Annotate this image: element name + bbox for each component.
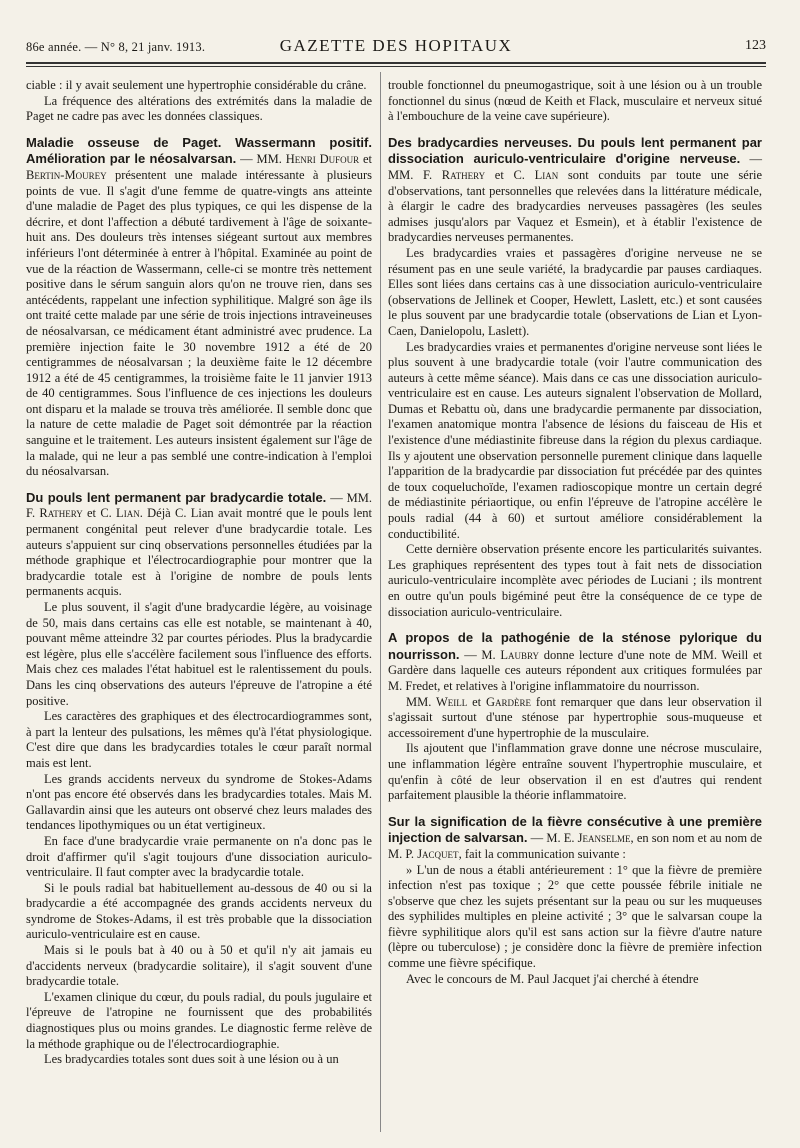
section-bradycardies-nerveuses: Des bradycardies nerveuses. Du pouls lent permanent par dissociation auriculo-ventriculaire d'origine nerveuse. — MM. F. Rathery et C. Lian sont conduits par toute une série d'observations, tant personnelles que relevées dans la littérature médicale, à élargir le cadre des bradycardies nerveuses passagères (les seules admises jusqu'alors par Vaquez et Esmein), et à établir l'existence de bradycardies nerveuses permanentes. Les bradycardies vraies et passagères d'origine nerveuse ne se résument pas en une seule variété, la bradycardie par pauses cardiaques. Elles sont liées dans certains cas à une dissociation auriculo-ventriculaire (observations de Jellinek et Cooper, Hewlett, Laslett, etc.) et sont causées le plus souvent par une bradycardie totale (observations de Lian et Lyon-Caen, Danielopolu, Laslett). Les bradycardies vraies et permanentes d'origine nerveuse sont liées le plus souvent à une bradycardie totale (voir l'autre communication des auteurs à cette même séance). Mais dans ce cas une dissociation auriculo-ventriculaire est en cause. Les auteurs signalent l'observation de Mollard, Dumas et Rebattu où, dans une bradycardie permanente par dissociation, l'examen anatomique montra l'absence de lésions du faisceau de His et l'existence d'une médiastinite fibreuse dans la région du plexus cardiaque. Ils y ajoutent une observation personnelle purement clinique dans laquelle l'apparition de la bradycardie par dissociation fut précédée par des quintes de toux coqueluchoïde, l'examen radioscopique montre un certain degré de médiastinite périaortique, ou enfin l'épreuve de l'atropine accélère le pouls radial (44 à 60) et surtout améliore considérablement la conductibilité. Cette dernière observation présente encore les particularités suivantes. Les graphiques représentent des types tout à fait nets de dissociation auriculo-ventriculaire incomplète avec périodes de Luciani ; ils montrent en outre qu'un pouls bigéminé peut être la conséquence de ce type de dissociation auriculo-ventriculaire. [388, 134, 763, 619]
paragraph: trouble fonctionnel du pneumogastrique, soit à une lésion ou à un trouble fonctionnel du sinus (nœud de Keith et Flack, musculaire et nerveux situé à l'embouchure de la veine cave supérieure). [388, 78, 762, 124]
paragraph: Le plus souvent, il s'agit d'une bradycardie légère, au voisinage de 50, mais dans certains cas elle est notable, se maintenant à 40, pouvant même atteindre 32 par courtes périodes. Plus la bradycardie est légère, plus elle s'accélère facilement sous l'influence des efforts. Mais chez ces malades l'état habituel est le ralentissement du pouls. Dans les cinq observations des auteurs l'épreuve de l'atropine a été positive. [26, 600, 372, 708]
paragraph: En face d'une bradycardie vraie permanente on n'a donc pas le droit d'affirmer qu'il s'agit toujours d'une dissociation auriculo-ventriculaire. Il faut compter avec la bradycardie totale. [26, 833, 372, 880]
section-title: Sur la signification de la fièvre consécutive à une première injection de salvarsan. [388, 813, 762, 846]
author: C. Lian [100, 506, 140, 521]
section-pouls-lent: Du pouls lent permanent par bradycardie totale. — MM. F. Rathery et C. Lian. Déjà C. Lian avait montré que le pouls lent permanent congénital peut relever d'une bradycardie totale. Les auteurs s'appuient sur cinq observations personnelles étudiées par la méthode graphique et l'électrocardiographie pour montrer que la bradycardie totale est à l'origine de nombre de pouls lents permanents acquis. Le plus souvent, il s'agit d'une bradycardie légère, au voisinage de 50, mais dans certains cas elle est notable, se maintenant à 40, pouvant même atteindre 32 par courtes périodes. Plus la bradycardie est légère, plus elle s'accélère facilement sous l'influence des efforts. Mais chez ces malades l'état habituel est le ralentissement du pouls. Dans les cinq observations des auteurs l'épreuve de l'atropine a été positive. Les caractères des graphiques et des électrocardiogrammes sont, à part la lenteur des pulsations, les mêmes qu'à l'état physiologique. C'est dire que dans les bradycardies totales le cœur paraît normal mais est lent. Les grands accidents nerveux du syndrome de Stokes-Adams n'ont pas encore été observés dans les bradycardies totales. Mais M. Gallavardin ainsi que les auteurs ont observé chez leurs malades des tendances lipothymiques ou un état vertigineux. En face d'une bradycardie vraie permanente on n'a donc pas le droit d'affirmer qu'il s'agit toujours d'une dissociation auriculo-ventriculaire. Il faut compter avec la bradycardie totale. Si le pouls radial bat habituellement au-dessous de 40 ou si la bradycardie a été accompagnée des grands accidents nerveux du syndrome de Stokes-Adams, il est très probable que la dissociation auriculo-ventriculaire est en cause. Mais si le pouls bat à 40 ou à 50 et qu'il n'y ait jamais eu d'accidents nerveux (bradycardie solitaire), il s'agit souvent d'une bradycardie totale. L'examen clinique du cœur, du pouls radial, du pouls jugulaire et l'épreuve de l'atropine ne fournissent que des probabilités diagnostiques plus ou moins grandes. Le diagnostic ferme relève de la méthode graphique ou de l'électrocardiographie. Les bradycardies totales sont dues soit à une lésion ou à un [26, 489, 372, 1067]
section-body: . Déjà C. Lian avait montré que le pouls lent permanent congénital peut relever d'une bradycardie totale. Les auteurs s'appuient sur cinq observations personnelles étudiées par la méthode graphique et l'électrocardiographie pour montrer que la bradycardie totale est à l'origine de nombre de pouls lents permanents acquis. [26, 506, 372, 599]
running-header [26, 36, 766, 56]
issue-line: 86e année. — N° 8, 21 janv. 1913. [26, 40, 206, 54]
paragraph: ciable : il y avait seulement une hypertrophie considérable du crâne. [26, 78, 367, 92]
paragraph: Avec le concours de M. Paul Jacquet j'ai cherché à étendre [406, 971, 699, 986]
section-title: Du pouls lent permanent par bradycardie totale. [26, 489, 327, 505]
section-paget: Maladie osseuse de Paget. Wassermann positif. Amélioration par le néosalvarsan. — MM. Henri Dufour et Bertin-Mourey présentent une malade intéressante à plusieurs points de vue. Il s'agit d'une femme de quatre-vingts ans atteinte d'une maladie de Paget des plus typiques, ce qui les dispense de la décrire, et dont l'affection a débuté tardivement à l'âge de soixante-huit ans. Des douleurs très intenses siégeant surtout aux membres inférieurs l'ont déterminée à entrer à l'hôpital. Examinée au point de vue de la réaction de Wassermann, celle-ci se montre très nettement positive dans le sérum sanguin alors qu'on ne trouve rien, dans ses antécédents, rappelant une infection syphilitique. Malgré son âge ils ont traité cette malade par une série de trois injections intraveineuses de néosalvarsan, ce médicament étant administré avec prudence. La première injection faite le 30 novembre 1912 a été de 20 centigrammes de néosalvarsan ; la deuxième faite le 12 décembre 1912 a été de 45 centigrammes, la troisième faite le 11 janvier 1913 de 40 centigrammes. Sous l'influence de ces injections les douleurs ont disparu et la malade se trouva très améliorée. Il semble donc que la nature de cette maladie de Paget soit démontrée par la réaction sanguine et le traitement. Les auteurs insistent également sur l'âge de la malade, qui ne leur a pas semblé une contre-indication à l'emploi du néosalvarsan. [26, 134, 373, 479]
paragraph: Si le pouls radial bat habituellement au-dessous de 40 ou si la bradycardie a été accompagnée des grands accidents nerveux du syndrome de Stokes-Adams, il est très probable que la dissociation auriculo-ventriculaire est en cause. [26, 880, 372, 942]
section-title: A propos de la pathogénie de la sténose pylorique du nourrisson. [388, 630, 762, 662]
section-stenose-pylorique: A propos de la pathogénie de la sténose pylorique du nourrisson. — M. Laubry donne lecture d'une note de MM. Weill et Gardère dans laquelle ces auteurs répondent aux critiques formulées par M. Fredet, et relatives à l'origine inflammatoire du nourrisson. MM. Weill et Gardère font remarquer que dans leur observation il s'agissait surtout d'une sténose par hypertrophie sous-muqueuse et accessoirement d'une hypertrophie de la musculaire. Ils ajoutent que l'inflammation grave donne une nécrose musculaire, une inflammation légère entraîne souvent l'hypertrophie musculaire, et qu'enfin à côté de leur observation il en est d'autres qui rendent parfaitement plausible la théorie inflammatoire. [388, 630, 763, 803]
section-body: sont conduits par toute une série d'observations, tant personnelles que relevées dans la littérature médicale, à élargir le cadre des bradycardies nerveuses passagères (les seules admises jusqu'alors par Vaquez et Esmein), et à établir l'existence de bradycardies nerveuses permanentes. [388, 167, 763, 245]
author: Bertin-Mourey [26, 167, 107, 182]
paragraph: La fréquence des altérations des extrémités dans la maladie de Paget ne cadre pas avec les données classiques. [26, 93, 372, 124]
paragraph: L'examen clinique du cœur, du pouls radial, du pouls jugulaire et l'épreuve de l'atropine ne fournissent que des probabilités diagnostiques plus ou moins grandes. Le diagnostic ferme relève de la méthode graphique ou de l'électrocardiographie. [26, 989, 372, 1051]
right-column [388, 78, 762, 987]
author: Laubry [500, 647, 540, 662]
author: Henri Dufour [285, 152, 360, 167]
paragraph: Les bradycardies vraies et permanentes d'origine nerveuse sont liées le plus souvent à une bradycardie totale (voir l'autre communication des auteurs à cette même séance). Mais dans ce cas une dissociation auriculo-ventriculaire est en cause. Les auteurs signalent l'observation de Mollard, Dumas et Rebattu où, dans une bradycardie permanente par dissociation, l'examen anatomique montra l'absence de lésions du faisceau de His et l'existence d'une médiastinite fibreuse dans la région du plexus cardiaque. Ils y ajoutent une observation personnelle purement clinique dans laquelle l'apparition de la bradycardie par dissociation fut précédée par des quintes de toux coqueluchoïde, l'examen radioscopique montre un certain degré de médiastinite périaortique, ou enfin l'épreuve de l'atropine accélère le pouls radial (44 à 60) et surtout améliore considérablement la conductibilité. [388, 339, 762, 541]
paragraph: Les caractères des graphiques et des électrocardiogrammes sont, à part la lenteur des pulsations, les mêmes qu'à l'état physiologique. C'est dire que dans les bradycardies totales le cœur paraît normal mais est lent. [26, 709, 372, 770]
author: MM. Weill [406, 694, 468, 709]
section-body: présentent une malade intéressante à plusieurs points de vue. Il s'agit d'une femme de quatre-vingts ans atteinte d'une maladie de Paget des plus typiques, ce qui les dispense de la décrire, et dont l'affection a débuté tardivement à l'âge de soixante-huit ans. Des douleurs très intenses siégeant surtout aux membres inférieurs l'ont déterminée à entrer à l'hôpital. Examinée au point de vue de la réaction de Wassermann, celle-ci se montre très nettement positive dans le sérum sanguin alors qu'on ne trouve rien, dans ses antécédents, rappelant une infection syphilitique. Malgré son âge ils ont traité cette malade par une série de trois injections intraveineuses de néosalvarsan, ce médicament étant administré avec prudence. La première injection faite le 30 novembre 1912 a été de 20 centigrammes de néosalvarsan ; la deuxième faite le 12 décembre 1912 a été de 45 centigrammes, la troisième faite le 11 janvier 1913 de 40 centigrammes. Sous l'influence de ces injections les douleurs ont disparu et la malade se trouva très améliorée. Il semble donc que la nature de cette maladie de Paget soit démontrée par la réaction sanguine et le traitement. Les auteurs insistent également sur l'âge de la malade, qui ne leur a pas semblé une contre-indication à l'emploi du néosalvarsan. [26, 167, 372, 479]
author: Jacquet [417, 846, 459, 861]
paragraph: Les bradycardies vraies et passagères d'origine nerveuse ne se résument pas en une seule variété, la bradycardie par pauses cardiaques. Elles sont liées dans certains cas à une dissociation auriculo-ventriculaire (observations de Jellinek et Cooper, Hewlett, Laslett, etc.) et sont causées le plus souvent par une bradycardie totale (observations de Lian et Lyon-Caen, Danielopolu, Laslett). [388, 245, 762, 338]
paragraph: Ils ajoutent que l'inflammation grave donne une nécrose musculaire, une inflammation légère entraîne souvent l'hypertrophie musculaire, et qu'enfin à côté de leur observation il en est d'autres qui rendent parfaitement plausible la théorie inflammatoire. [388, 741, 762, 803]
author: C. Lian [513, 167, 559, 182]
paragraph: Cette dernière observation présente encore les particularités suivantes. Les graphiques représentent des types tout à fait nets de dissociation auriculo-ventriculaire incomplète avec périodes de Luciani ; ils montrent en outre qu'un pouls bigéminé peut être la conséquence de ce type de dissociation auriculo-ventriculaire. [388, 542, 762, 619]
paragraph: Les grands accidents nerveux du syndrome de Stokes-Adams n'ont pas encore été observés dans les bradycardies totales. Mais M. Gallavardin ainsi que les auteurs ont observé chez leurs malades des tendances lipothymiques ou un état vertigineux. [26, 771, 372, 833]
left-column [26, 78, 372, 1068]
section-body: donne lecture d'une note de MM. Weill et Gardère dans laquelle ces auteurs répondent aux critiques formulées par M. Fredet, et relatives à l'origine inflammatoire du nourrisson. [388, 647, 762, 693]
section-title: Maladie osseuse de Paget. Wassermann positif. Amélioration par le néosalvarsan. [26, 134, 372, 167]
section-fievre-salvarsan: Sur la signification de la fièvre consécutive à une première injection de salvarsan. — M. E. Jeanselme, en son nom et au nom de M. P. Jacquet, fait la communication suivante : » L'un de nous a établi antérieurement : 1° que la fièvre de première infection n'est pas toxique ; 2° que cette poussée fébrile initiale ne s'observe que chez les sujets présentant sur la peau ou sur les muqueuses des syphilides multiples en pleine activité ; 3° que le salvarsan coupe la fièvre syphilitique alors qu'il est sans action sur la fièvre d'autre nature (lèpre ou tuberculose) ; je considère donc la fièvre de première infection comme une fièvre spécifique. Avec le concours de M. Paul Jacquet j'ai cherché à étendre [388, 813, 762, 986]
header-rule-thin [26, 66, 766, 67]
header-rule [26, 62, 766, 64]
column-divider [380, 72, 381, 1132]
author: F. Rathery [423, 167, 486, 182]
paragraph: Les bradycardies totales sont dues soit à une lésion ou à un [44, 1052, 339, 1067]
journal-title: GAZETTE DES HOPITAUX [279, 36, 513, 55]
page-number: 123 [745, 38, 766, 53]
author: Gardère [485, 694, 531, 709]
paragraph: font remarquer que dans leur observation il s'agissait surtout d'une sténose par hypertrophie sous-muqueuse et accessoirement d'une hypertrophie de la musculaire. [388, 694, 763, 740]
paragraph: Mais si le pouls bat à 40 ou à 50 et qu'il n'y ait jamais eu d'accidents nerveux (bradycardie solitaire), il s'agit souvent d'une bradycardie totale. [26, 943, 372, 989]
author: Jeanselme [577, 831, 631, 846]
section-title: Des bradycardies nerveuses. Du pouls lent permanent par dissociation auriculo-ventriculaire d'origine nerveuse. [388, 134, 762, 167]
author: F. Rathery [26, 506, 83, 521]
paragraph: » L'un de nous a établi antérieurement : 1° que la fièvre de première infection n'est pas toxique ; 2° que cette poussée fébrile initiale ne s'observe que chez les sujets présentant sur la peau ou sur les muqueuses des syphilides multiples en pleine activité ; 3° que le salvarsan coupe la fièvre syphilitique alors qu'il est sans action sur la fièvre d'autre nature (lèpre ou tuberculose) ; je considère donc la fièvre de première infection comme une fièvre spécifique. [388, 862, 762, 971]
